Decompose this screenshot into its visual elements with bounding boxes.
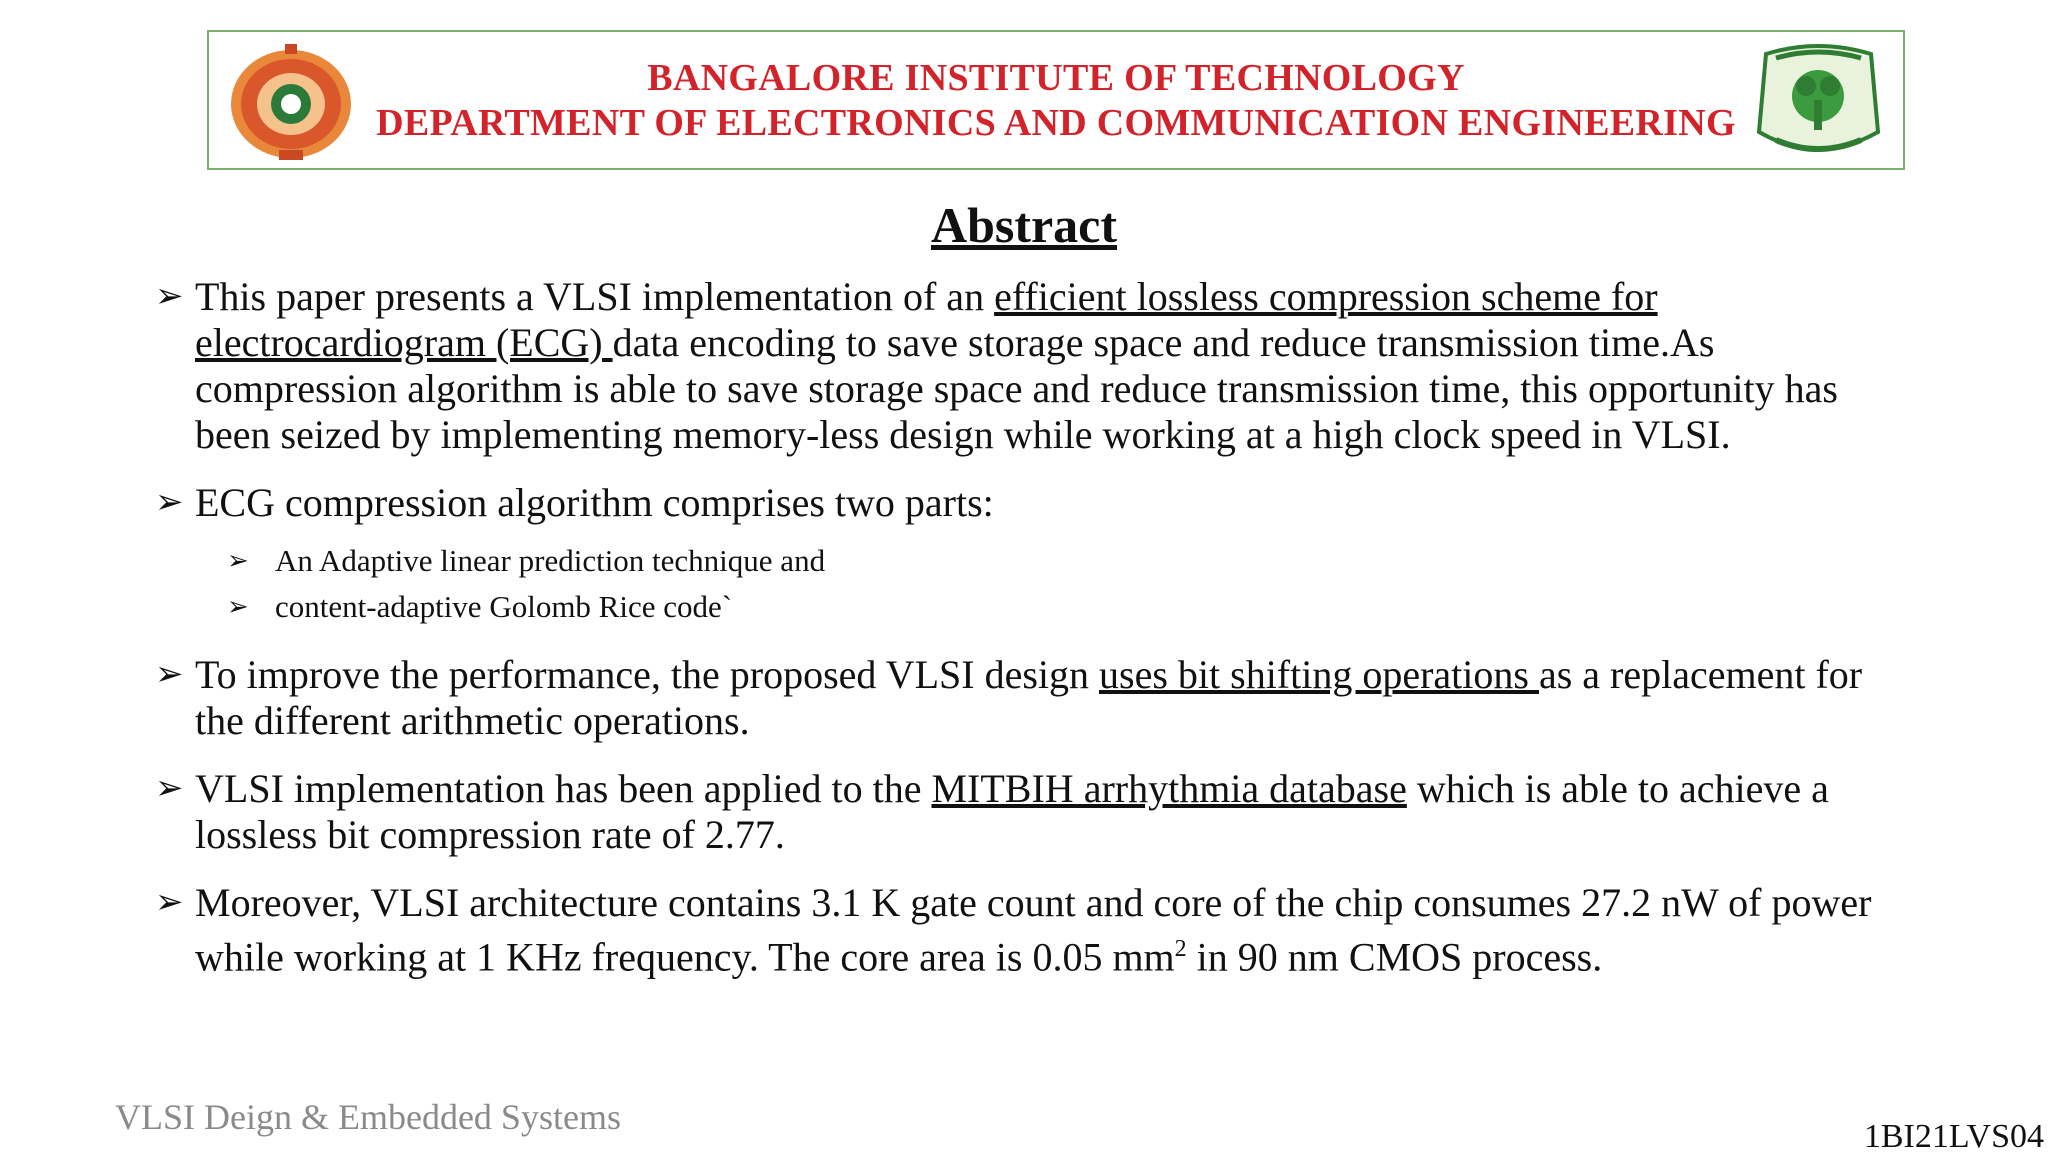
institute-name: BANGALORE INSTITUTE OF TECHNOLOGY: [647, 57, 1465, 99]
arrow-bullet-icon: ➢: [155, 770, 184, 807]
sub-bullet-text: content-adaptive Golomb Rice code`: [275, 589, 733, 624]
bullet-text: This paper presents a VLSI implementation of an: [195, 274, 995, 319]
bullet-text: which is able to achieve a lossless bit compression rate of 2.77.: [195, 766, 1829, 857]
bullet-overview: [155, 274, 1895, 458]
sub-bullet-text: An Adaptive linear prediction technique and: [275, 543, 826, 578]
bullet-algorithm-parts: [155, 480, 1895, 630]
sub-bullet-item: [195, 584, 1895, 630]
footer-course-name: VLSI Deign & Embedded Systems: [115, 1097, 621, 1137]
arrow-bullet-icon: ➢: [227, 546, 249, 575]
bullet-text: data encoding to save storage space and reduce transmission time.As compression algorithm is able to save storage space and reduce transmission time, this opportunity has been seized by implementing memory-less design while working at a high clock speed in VLSI.: [195, 320, 1838, 457]
bullet-text: Moreover, VLSI architecture contains 3.1 K gate count and core of the chip consumes 27.2 nW of power while working at 1 KHz frequency. The core area is 0.05 mm: [195, 880, 1872, 980]
bullet-database: [155, 766, 1895, 858]
header-banner: [207, 30, 1905, 170]
bullet-text: as a replacement for the different arithmetic operations.: [195, 652, 1863, 743]
bullet-text: VLSI implementation has been applied to the: [195, 766, 932, 811]
bullet-text: in 90 nm CMOS process.: [1186, 934, 1603, 980]
arrow-bullet-icon: ➢: [155, 884, 184, 921]
sub-bullet-list: [195, 538, 1895, 630]
bullet-architecture: [155, 880, 1895, 980]
underlined-phrase: efficient lossless compression scheme for electrocardiogram (ECG): [195, 274, 1658, 365]
sub-bullet-item: [195, 538, 1895, 584]
institute-emblem-icon: [1746, 40, 1891, 164]
superscript: 2: [1174, 936, 1187, 962]
arrow-bullet-icon: ➢: [155, 656, 184, 693]
footer-usn: 1BI21LVS04: [1863, 1118, 2044, 1155]
arrow-bullet-icon: ➢: [155, 484, 184, 521]
abstract-bullet-list: [155, 274, 1895, 1002]
bullet-text: To improve the performance, the proposed VLSI design: [195, 652, 1100, 697]
bullet-text: ECG compression algorithm comprises two parts:: [195, 480, 994, 525]
page-title: Abstract: [930, 197, 1118, 253]
department-name: DEPARTMENT OF ELECTRONICS AND COMMUNICATION ENGINEERING: [376, 102, 1736, 144]
arrow-bullet-icon: ➢: [227, 592, 249, 621]
underlined-phrase: MITBIH arrhythmia database: [931, 766, 1407, 811]
arrow-bullet-icon: ➢: [155, 278, 184, 315]
underlined-phrase: uses bit shifting operations: [1099, 652, 1539, 697]
bullet-performance: [155, 652, 1895, 744]
